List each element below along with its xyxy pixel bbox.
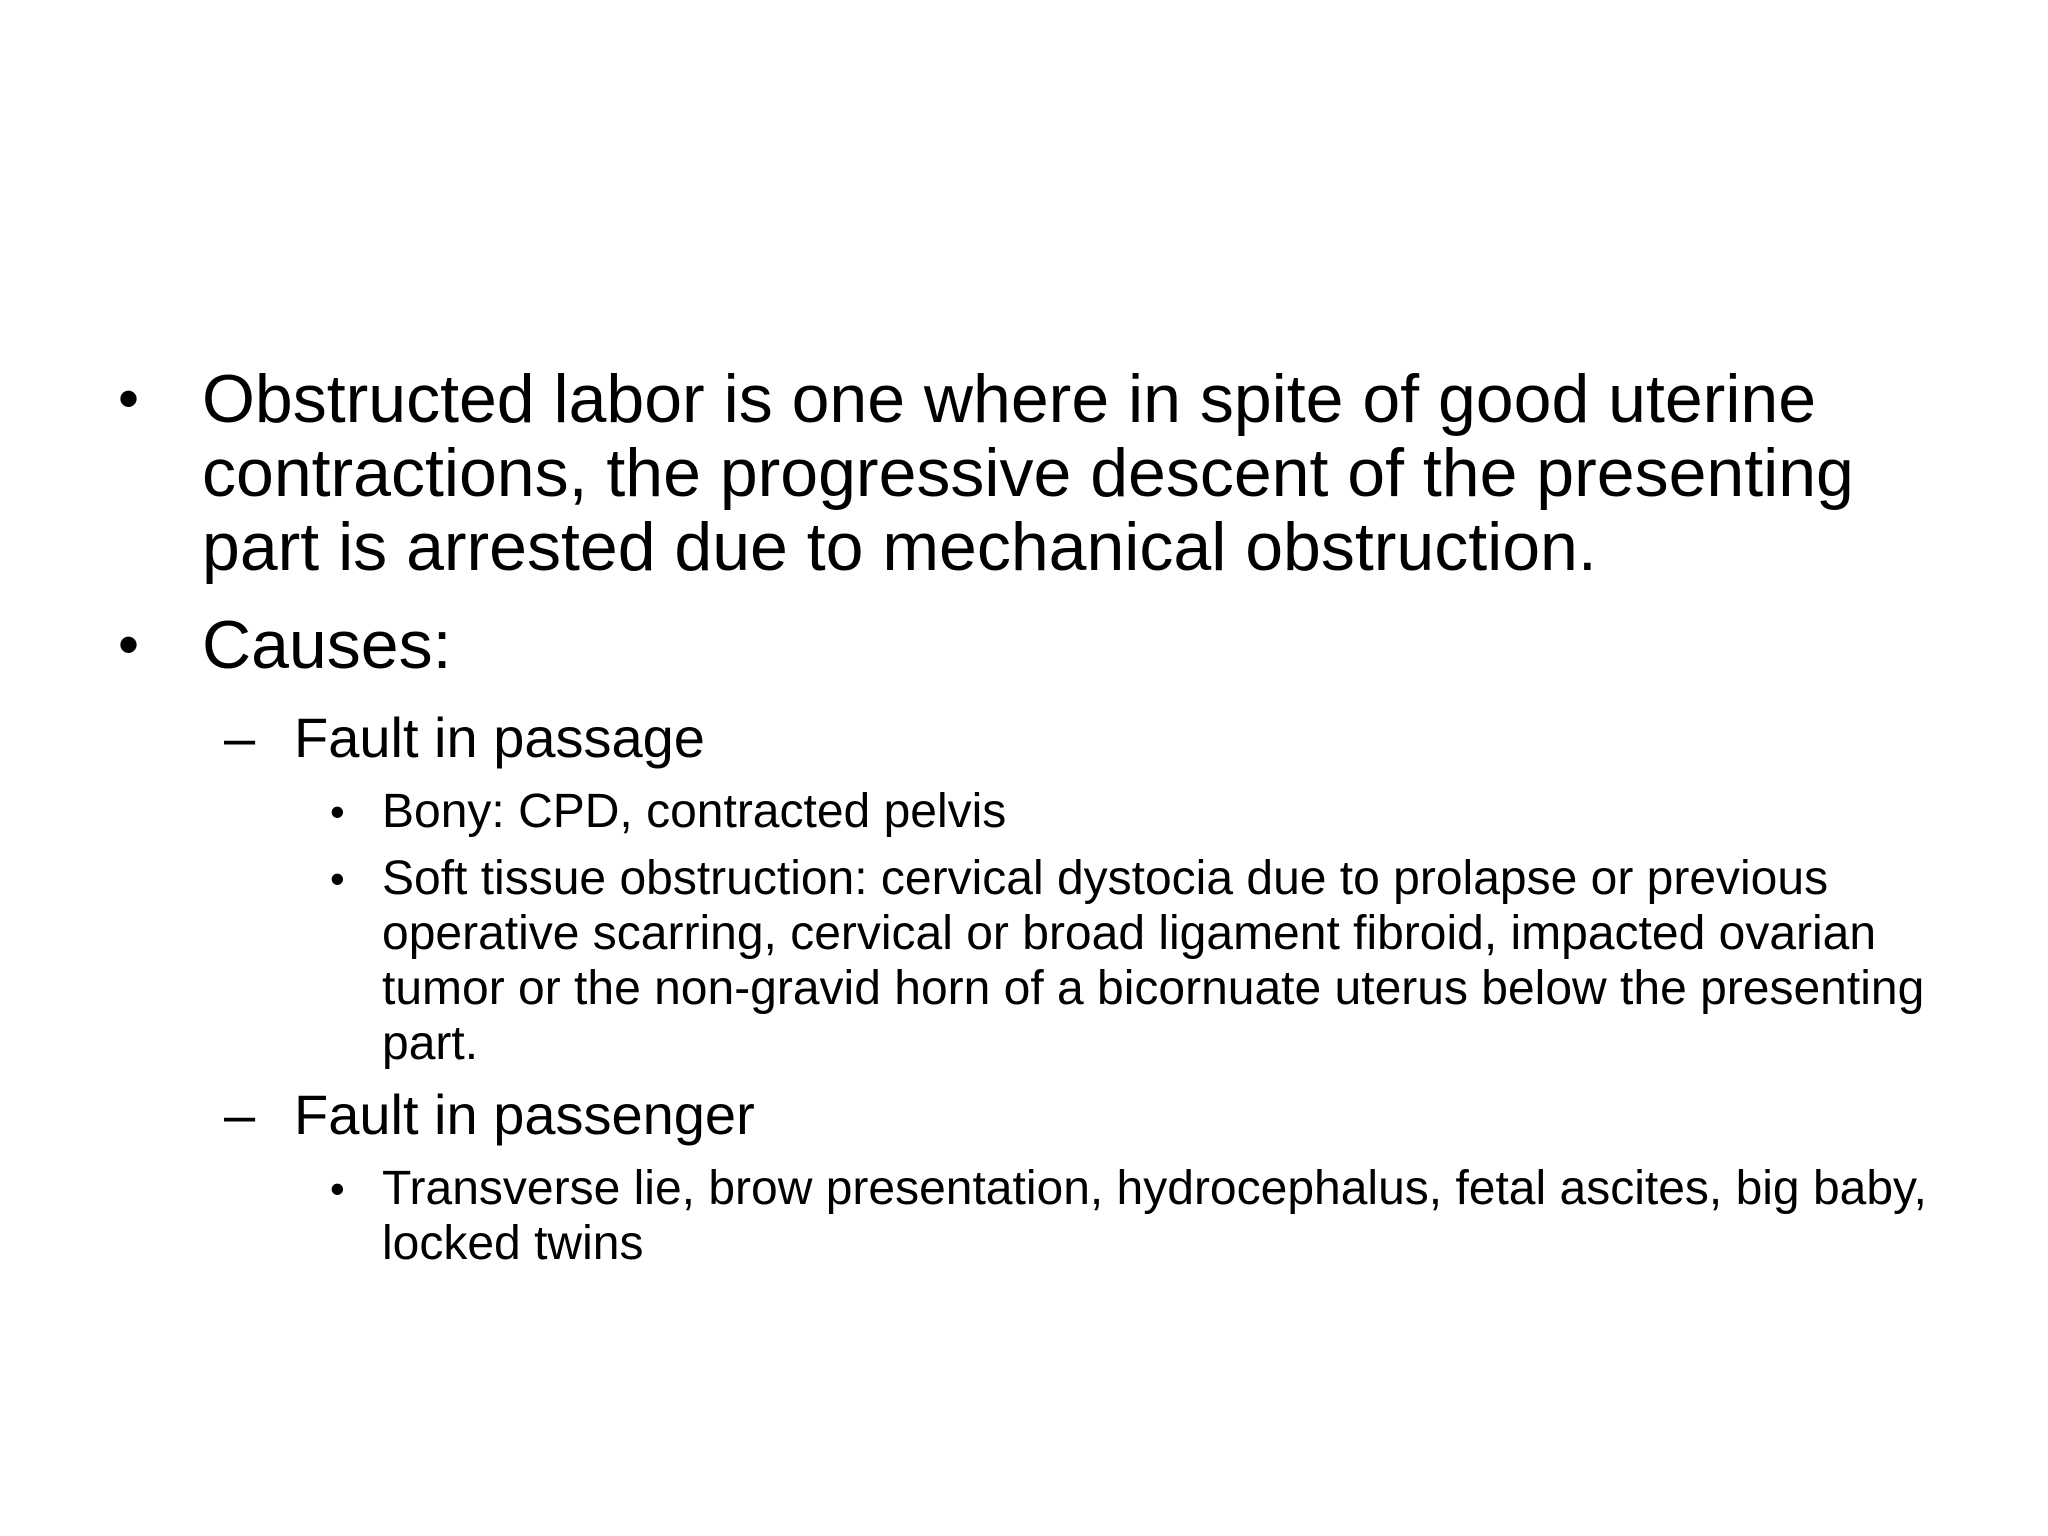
- dash-marker: –: [224, 706, 256, 769]
- list-item-text: Bony: CPD, contracted pelvis: [382, 785, 1007, 838]
- bullet-marker: •: [330, 1165, 345, 1212]
- bullet-marker: •: [118, 611, 140, 678]
- list-item-text: Transverse lie, brow presentation, hydrocephalus, fetal ascites, big baby, locked twins: [382, 1162, 1927, 1270]
- list-item-text: Soft tissue obstruction: cervical dystocia due to prolapse or previous operative scarring, cervical or broad ligament fibroid, impacted ovarian tumor or the non-gravid horn of a bicornuate uterus below the presenting part.: [382, 852, 1925, 1070]
- causes-heading: Causes:: [202, 607, 452, 683]
- slide-content: [118, 362, 1948, 1283]
- dash-marker: –: [224, 1083, 256, 1146]
- cause-fault-in-passenger: [224, 1083, 1948, 1147]
- bullet-causes: [118, 608, 1948, 682]
- cause-label: Fault in passenger: [294, 1083, 755, 1146]
- definition-text: Obstructed labor is one where in spite of good uterine contractions, the progressive descent of the presenting part is arrested due to mechanical obstruction.: [202, 361, 1854, 585]
- list-item-passenger: [330, 1161, 1948, 1271]
- list-item-soft-tissue: [330, 851, 1948, 1071]
- bullet-marker: •: [330, 788, 345, 835]
- bullet-marker: •: [330, 855, 345, 902]
- cause-fault-in-passage: [224, 706, 1948, 770]
- list-item-bony: [330, 784, 1948, 839]
- cause-label: Fault in passage: [294, 706, 705, 769]
- bullet-definition: [118, 362, 1948, 584]
- bullet-marker: •: [118, 365, 140, 432]
